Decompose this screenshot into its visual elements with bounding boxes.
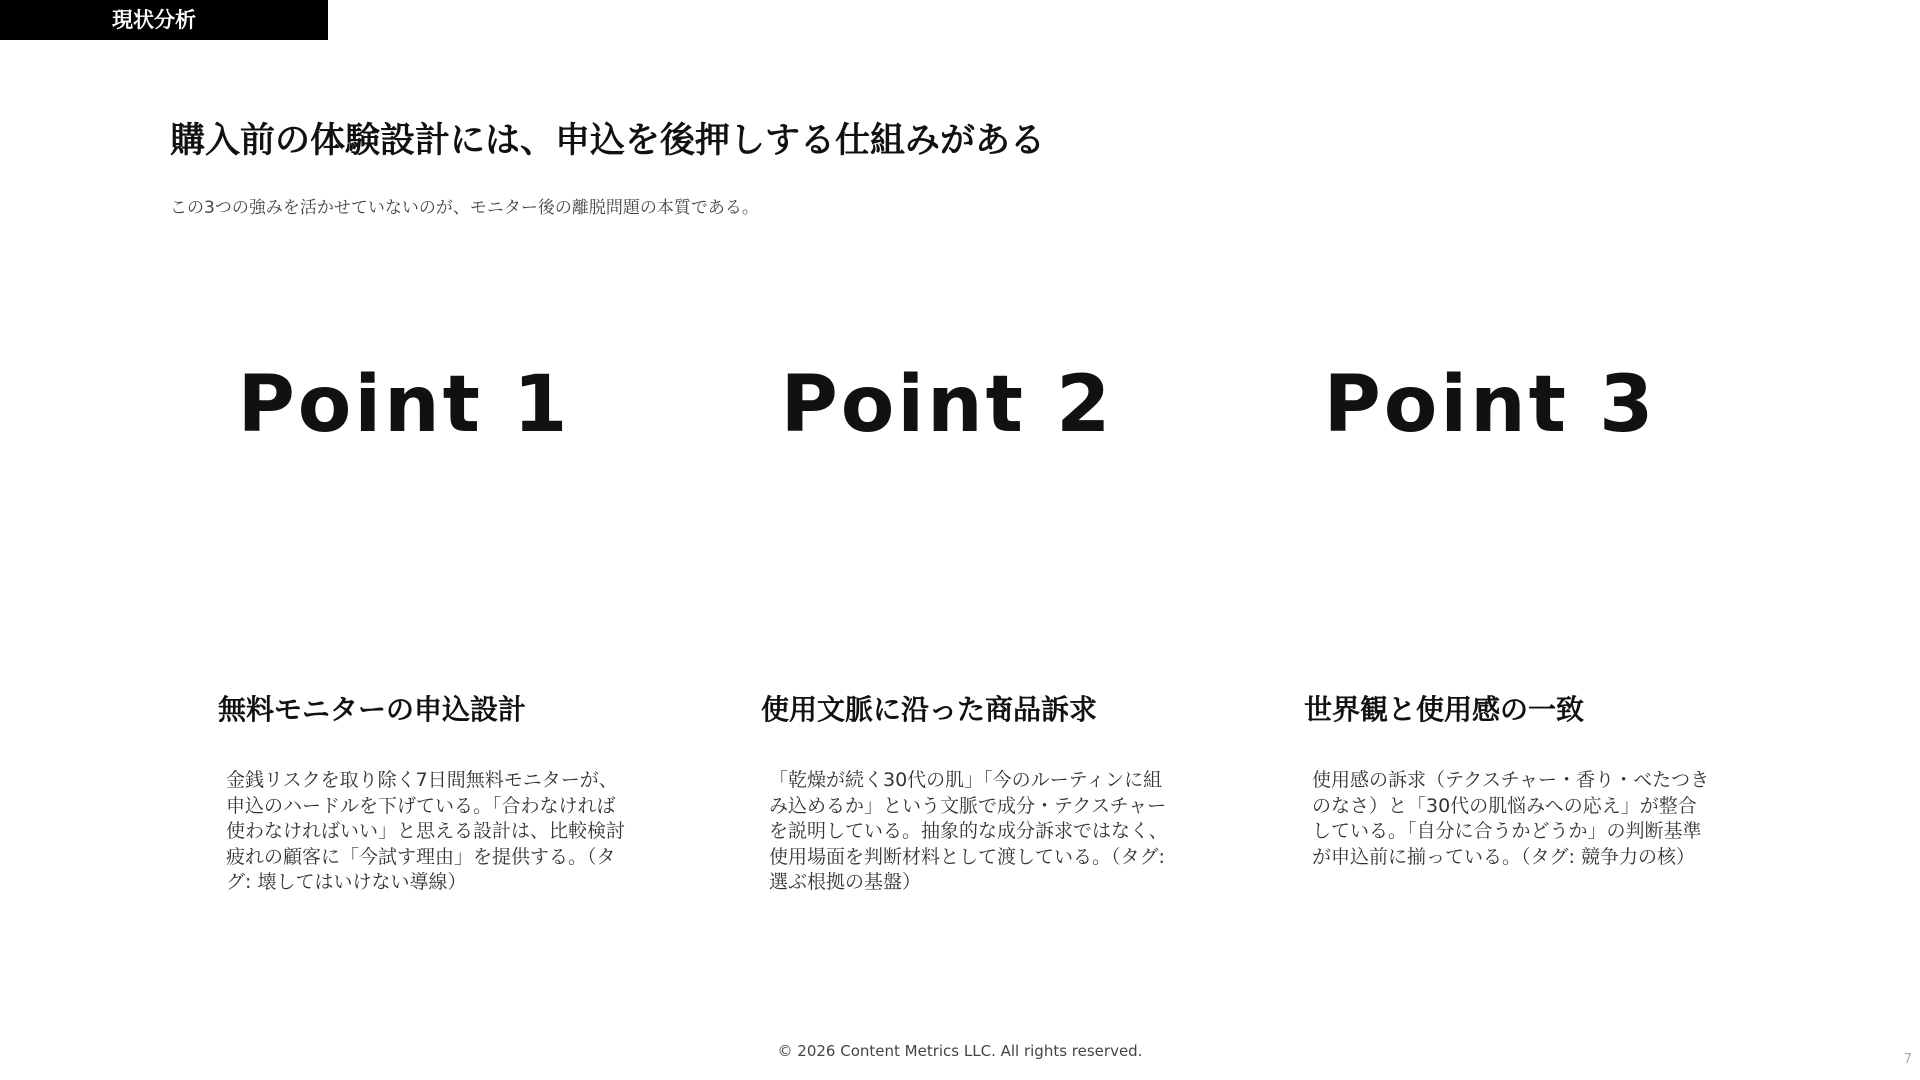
slide-subtitle: この3つの強みを活かせていないのが、モニター後の離脱問題の本質である。 <box>170 198 759 218</box>
point-body: 使用感の訴求（テクスチャー・香り・べたつきのなさ）と「30代の肌悩みへの応え」が整合している。「自分に合うかどうか」の判断基準が申込前に揃っている。（タグ: 競争力の核） <box>1312 769 1710 868</box>
slide-title: 購入前の体験設計には、申込を後押しする仕組みがある <box>170 121 1046 161</box>
point-heading: 世界観と使用感の一致 <box>1304 693 1585 726</box>
point-column-1 <box>184 350 644 894</box>
point-column-2 <box>727 350 1187 894</box>
point-number: Point 3 <box>1323 360 1657 450</box>
point-heading: 無料モニターの申込設計 <box>218 693 527 726</box>
point-number: Point 2 <box>780 360 1114 450</box>
point-column-3 <box>1270 350 1730 868</box>
point-heading: 使用文脈に沿った商品訴求 <box>761 693 1098 726</box>
point-body: 金銭リスクを取り除く7日間無料モニターが、申込のハードルを下げている。「合わなければ使わなければいい」と思える設計は、比較検討疲れの顧客に「今試す理由」を提供する。（タグ: 壊してはいけない導線） <box>226 769 626 894</box>
page-number: 7 <box>1903 1052 1912 1067</box>
section-tag: 現状分析 <box>0 0 328 40</box>
point-body: 「乾燥が続く30代の肌」「今のルーティンに組み込めるか」という文脈で成分・テクスチャーを説明している。抽象的な成分訴求ではなく、使用場面を判断材料として渡している。（タグ: 選ぶ根拠の基盤） <box>769 769 1168 894</box>
footer-copyright: © 2026 Content Metrics LLC. All rights reserved. <box>777 1042 1143 1060</box>
point-number: Point 1 <box>237 360 571 450</box>
